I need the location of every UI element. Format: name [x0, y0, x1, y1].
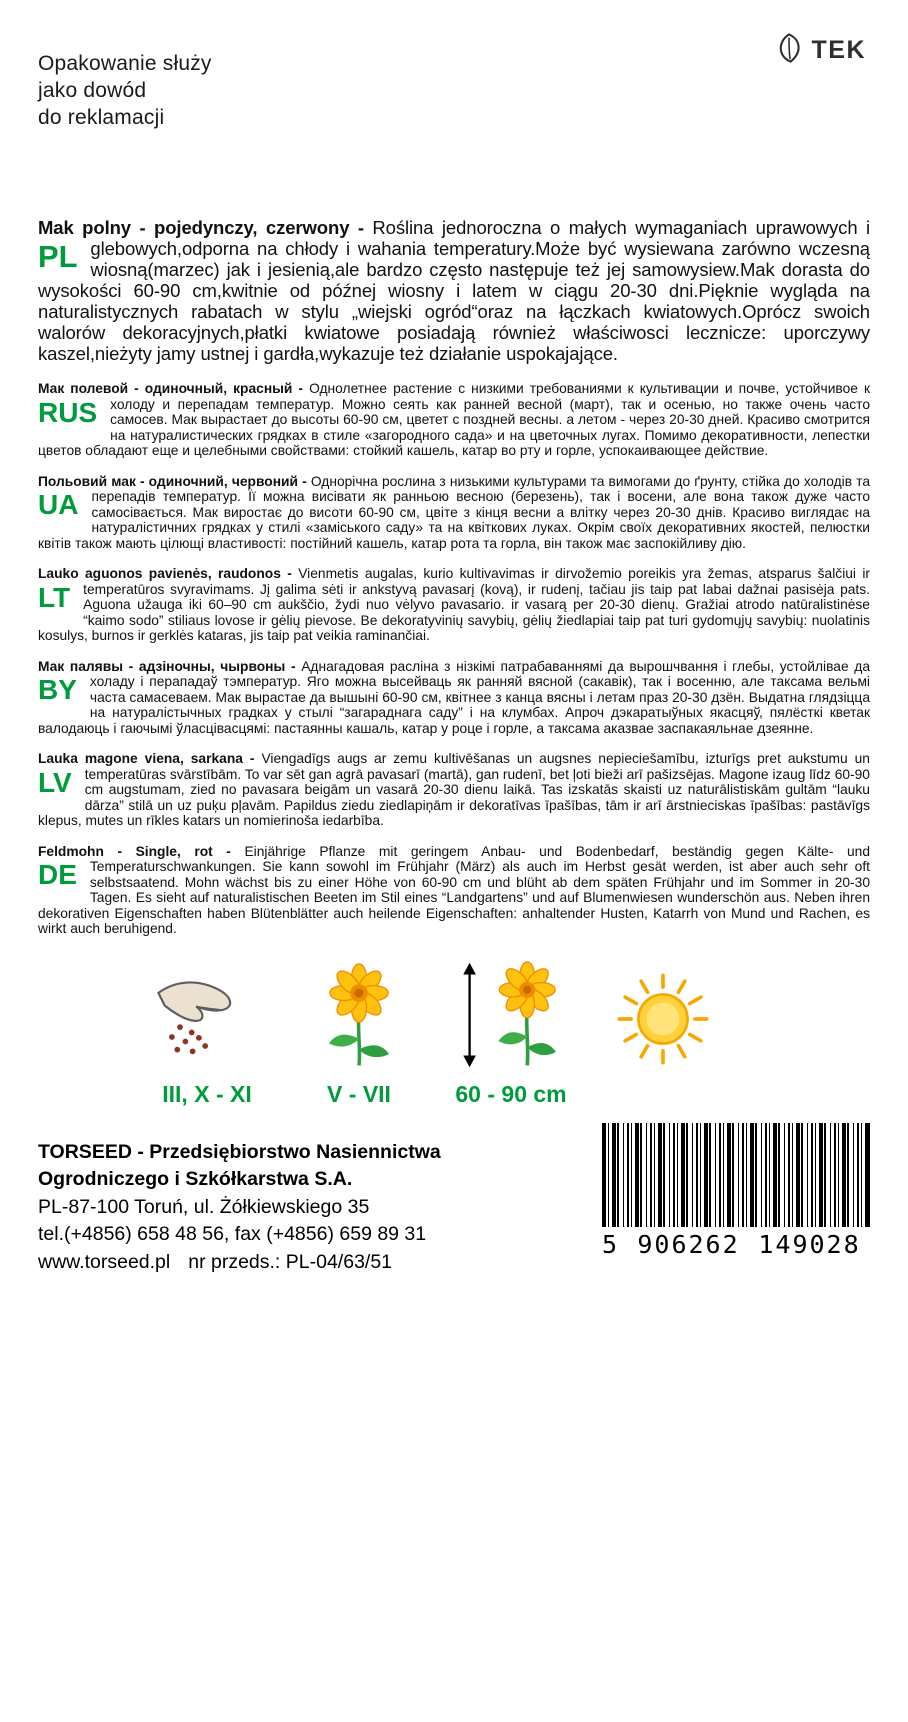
- company-name-line2: Ogrodniczego i Szkółkarstwa S.A.: [38, 1168, 353, 1190]
- section-body: Roślina jednoroczna o małych wymaganiach uprawowych i glebowych,odporna na chłody i wahania temperatury.Może być wysiewana zarówno wczesną wiosną(marzec) jak i jesienią,ale bardzo często następuje też jej samowysiew.Mak dorasta do wysokości 60-90 cm,kwitnie od późnej wiosny i latem w ciągu 20-30 dni.Pięknie wygląda na naturalistycznych rabatach w stylu „wiejski ogród“oraz na łączkach kwiatowych.Oprócz swoich walorów dekoracyjnych,płatki kwiatowe posiadają również właściwosci lecznicze: uporczywy kaszel,nieżyty jamy ustnej i gardła,wykazuje też działanie uspokajające.: [38, 217, 870, 364]
- language-sections: [38, 217, 870, 937]
- company-info: [38, 1139, 441, 1277]
- section-body: Однолетнее растение с низкими требованиями к культивации и почве, устойчивое к холоду и перепадам температур. Можно сеять как ранней весной (март), так и осенью, но также очень часто самосев. Мак вырастает до высоты 60-90 см, цветет с поздней весны. а летом - через 20-30 дней. Красиво смотрится на натуралистических грядках в стиле «загородного сада» и на цветочных лугах. Помимо декоративности, лепестки цветов обладают еще и целебными свойствами: стойкий кашель, катар во рту и горле, успокаивающее действие.: [38, 381, 870, 458]
- claim-line-3: do reklamacji: [38, 106, 165, 129]
- language-code-lt: LT: [38, 581, 71, 613]
- section-paragraph: [38, 217, 870, 364]
- company-contact: tel.(+4856) 658 48 56, fax (+4856) 659 89 31: [38, 1223, 427, 1245]
- website: www.torseed.pl: [38, 1250, 171, 1273]
- barcode-digit-group-2: 906262: [637, 1229, 740, 1259]
- company-name-line1: TORSEED - Przedsiębiorstwo Nasiennictwa: [38, 1140, 441, 1163]
- section-pl: [38, 217, 870, 364]
- sun-icon: [613, 961, 713, 1069]
- section-title: Feldmohn - Single, rot -: [38, 843, 231, 859]
- section-body: Vienmetis augalas, kurio kultivavimas ir dirvožemio poreikis yra žemas, atsparus šalčiui ir temperatūros svyravimams. Jį galima sėti ir ankstyvą pavasarį (kovą), ir rudenį, tačiau jis taip pat labai dažnai pasisėja pats. Aguona užauga iki 60–90 cm aukščio, žydi nuo vėlyvo pavasario. ir vasarą per 20-30 dienų. Gražiai atrodo natūralistinėse “kaimo sodo” stiliaus lovose ir gėlių pievose. Be dekoratyvinių savybių, gėlių žiedlapiai taip pat turi gydomųjų savybių: nuolatinis kosulys, burnos ir gerklės kataras, jis taip pat veikia raminančiai.: [38, 566, 870, 643]
- section-title: Мак палявы - адзіночны, чырвоны -: [38, 658, 296, 674]
- tek-logo: [773, 32, 867, 69]
- company-address: PL-87-100 Toruń, ul. Żółkiewskiego 35: [38, 1195, 370, 1218]
- claim-line-2: jako dowód: [38, 79, 147, 102]
- sowing-period-label: III, X - XI: [162, 1080, 252, 1107]
- barcode-digit-group-3: 149028: [758, 1229, 861, 1259]
- section-by: [38, 659, 870, 737]
- section-body: Einjährige Pflanze mit geringem Anbau- und Bodenbedarf, beständig gegen Kälte- und Temperaturschwankungen. Sie kann sowohl im Frühjahr (März) als auch im Herbst gesät werden, ist aber auch sehr oft selbstsaatend. Mohn wächst bis zu einer Höhe von 60-90 cm und blüht ab dem späten Frühjahr und im Sommer in 20-30 Tagen. Es sieht auf naturalistischen Beeten im Stil eines “Landgartens” und auf Blumenwiesen wunderschön aus. Neben ihren dekorativen Eigenschaften haben Blütenblätter auch heilende Eigenschaften: anhaltender Husten, Katarrh von Mund und Rachen, es wirkt auch beruhigend.: [38, 843, 870, 936]
- language-code-by: BY: [38, 674, 77, 705]
- language-code-ua: UA: [38, 489, 79, 520]
- flowering-column: [298, 961, 420, 1109]
- sowing-column: [146, 961, 268, 1109]
- section-paragraph: [38, 474, 870, 552]
- section-ua: [38, 474, 870, 552]
- footer: [38, 1139, 870, 1277]
- language-code-de: DE: [38, 859, 77, 890]
- section-paragraph: [38, 659, 870, 737]
- section-body: Однорічна рослина з низькими культурами та вимогами до ґрунту, стійка до холодів та перепадів температур. Її можна висівати як ранньою весною (березень), так і восени, але вона також дуже часто самосівається. Мак виростає до висоти 60-90 см, цвіте з кінця весни а влітку через 20-30 днів. Красиво виглядає на натуралістичних грядках у стилі «заміського саду» та на квіткових луках. Окрім своїх декоративних якостей, пелюстки квітів також мають цілющі властивості: постійний кашель, катар рота та горла, він також має заспокійливу дію.: [38, 473, 870, 551]
- section-body: Аднагадовая расліна з нізкімі патрабаваннямі да вырошчвання і глебы, устойлівае да холаду і перападаў тэмператур. Яго можна высейваць як ранняй вясной (сакавік), так і восенню, але таксама вельмі часта самасеваем. Мак вырастае да вышыні 60-90 см, квітнее з канца вясны і летам праз 20-30 дзён. Выдатна глядзіцца на натуралістычных градках у стылі “загараднага саду” і на клумбах. Апроч дэкаратыўных якасцяў, пялёсткі кветак валодаюць і гаючымі ўласцівасцямі: пастаянны кашаль, катар у роце і горле, а таксама аказвае заспакаяльнае дзеянне.: [38, 658, 870, 736]
- section-paragraph: [38, 566, 870, 644]
- section-paragraph: [38, 751, 870, 829]
- flowering-period-label: V - VII: [327, 1080, 391, 1107]
- sowing-hand-icon: [153, 961, 261, 1069]
- barcode-bars: [602, 1123, 870, 1227]
- section-title: Польовий мак - одиночний, червоний -: [38, 473, 307, 489]
- section-body: Viengadīgs augs ar zemu kultivēšanas un augsnes nepieciešamību, izturīgs pret aukstumu un temperatūras svārstībām. To var sēt gan agrā pavasarī (martā), gan rudenī, bet ļoti bieži arī pašizsējas. Magone izaug līdz 60-90 cm augstumam, zied no pavasara beigām un vasarā 20-30 dienu laikā. Tas izskatās skaisti uz naturālistiskām gultām “lauku dārza” stilā un uz puķu pļavām. Papildus ziedu ziedlapiņām ir dekoratīvas īpašības, tām ir arī ārstnieciskas īpašības: pastāvīgs klepus, mutes un rīkles katars un nomierinoša iedarbība.: [38, 751, 870, 828]
- section-title: Lauko aguonos pavienės, raudonos -: [38, 566, 292, 581]
- language-code-pl: PL: [38, 239, 78, 274]
- section-paragraph: [38, 381, 870, 459]
- barcode-digit-group-1: 5: [602, 1229, 618, 1259]
- leaf-icon: [773, 32, 805, 69]
- section-de: [38, 844, 870, 937]
- claim-line-1: Opakowanie służy: [38, 52, 212, 75]
- barcode: [602, 1123, 870, 1259]
- height-label: 60 - 90 cm: [455, 1080, 567, 1107]
- registration-number: nr przeds.: PL-04/63/51: [188, 1250, 393, 1273]
- height-arrow-flower-icon: [455, 961, 567, 1069]
- section-paragraph: [38, 844, 870, 937]
- language-code-rus: RUS: [38, 396, 98, 428]
- section-lv: [38, 751, 870, 829]
- sun-column: [602, 961, 724, 1109]
- flower-icon: [313, 961, 405, 1069]
- section-title: Мак полевой - одиночный, красный -: [38, 381, 304, 396]
- pictogram-row: [146, 961, 870, 1109]
- barcode-digits: [602, 1230, 870, 1259]
- company-web-line: [38, 1249, 441, 1277]
- section-lt: [38, 566, 870, 644]
- brand-name: TEK: [811, 36, 866, 64]
- language-code-lv: LV: [38, 766, 72, 798]
- claim-note: [38, 0, 870, 131]
- section-title: Lauka magone viena, sarkana -: [38, 751, 255, 766]
- section-title: Mak polny - pojedynczy, czerwony -: [38, 217, 364, 238]
- section-rus: [38, 381, 870, 459]
- height-column: [450, 961, 572, 1109]
